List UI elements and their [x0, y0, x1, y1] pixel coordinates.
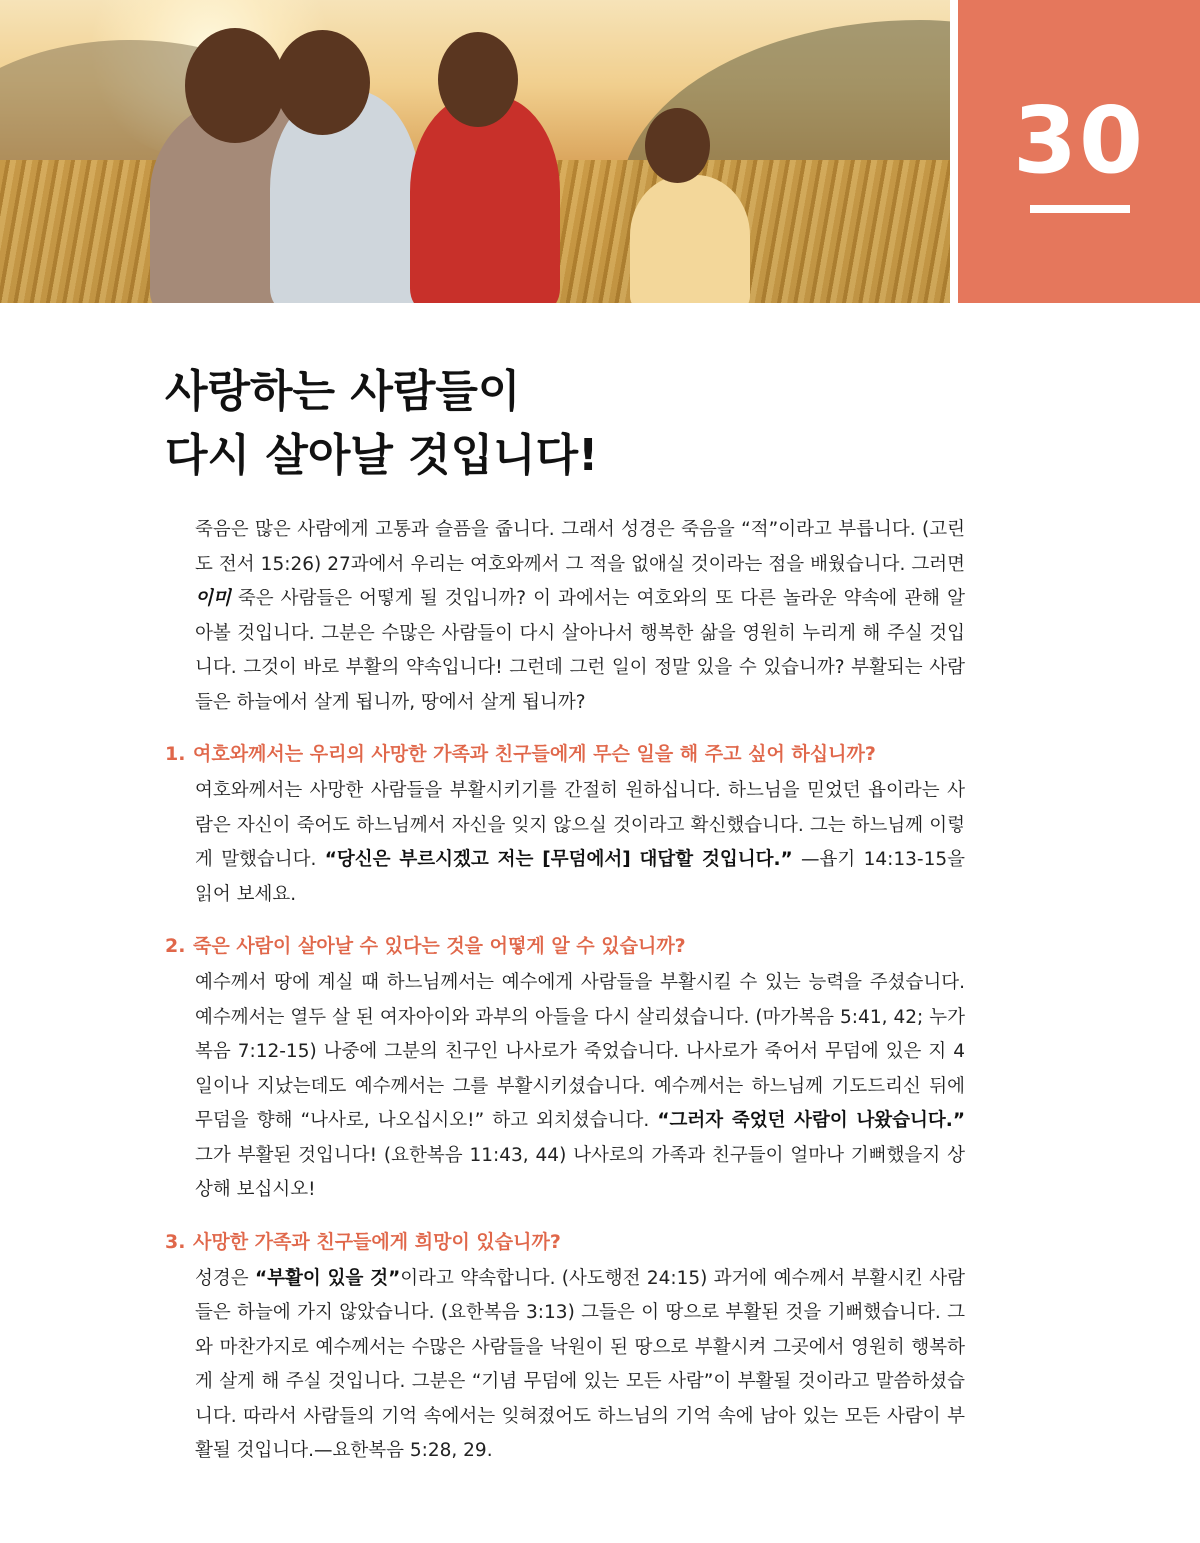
lesson-number-underline: [1030, 205, 1130, 213]
section-3-question: [165, 1228, 965, 1256]
title-line-1: 사랑하는 사람들이: [165, 366, 521, 417]
section-2-quote: “그러자 죽었던 사람이 나왔습니다.”: [657, 1110, 965, 1131]
title-line-2: 다시 살아날 것입니다!: [165, 430, 599, 481]
lesson-number-badge: [958, 0, 1200, 303]
intro-text-1: 죽음은 많은 사람에게 고통과 슬픔을 줍니다. 그래서 성경은 죽음을 “적”이라고 부릅니다. (고린도 전서 15:26) 27과에서 우리는 여호와께서 그 적을 없애실 것이라는 점을 배웠습니다. 그러면: [195, 519, 965, 575]
section-1-number: 1.: [165, 743, 186, 765]
section-3-quote: “부활이 있을 것”: [254, 1267, 401, 1289]
child-head: [275, 30, 370, 135]
section-2-text-2: 그가 부활된 것입니다! (요한복음 11:43, 44) 나사로의 가족과 친구들이 얼마나 기뻐했을지 상상해 보십시오!: [195, 1144, 965, 1200]
section-1-text-1: 여호와께서는 사망한 사람들을 부활시키기를 간절히 원하십니다. 하느님을 믿었던 욥이라는 사람은 자신이 죽어도 하느님께서 자신을 잊지 않으실 것이라고 확신했습니다. 그는 하느님께 이렇게 말했습니다.: [195, 780, 965, 870]
girl-figure: [630, 175, 750, 303]
lesson-content: [165, 513, 965, 1469]
mother-head: [438, 32, 518, 127]
section-3-paragraph: [195, 1262, 965, 1469]
section-3-text-2: 이라고 약속합니다. (사도행전 24:15) 과거에 예수께서 부활시킨 사람들은 하늘에 가지 않았습니다. (요한복음 3:13) 그들은 이 땅으로 부활된 것을 기뻐했습니다. 그와 마찬가지로 예수께서는 수많은 사람들을 낙원이 된 땅으로 부활시켜 그곳에서 영원히 행복하게 살게 해 주실 것입니다. 그분은 “기념 무덤에 있는 모든 사람”이 부활될 것이라고 말씀하셨습니다. 따라서 사람들의 기억 속에서는 잊혀졌어도 하느님의 기억 속에 남아 있는 모든 사람이 부활될 것입니다.—요한복음 5:28, 29.: [195, 1267, 965, 1461]
section-1-paragraph: [195, 774, 965, 912]
father-head: [185, 28, 285, 143]
section-2-question-text: 죽은 사람이 살아날 수 있다는 것을 어떻게 알 수 있습니까?: [193, 935, 686, 957]
section-1-quote: “당신은 부르시겠고 저는 [무덤에서] 대답할 것입니다.”: [324, 849, 793, 870]
lesson-number: 30: [1012, 87, 1146, 194]
page-title: [165, 360, 965, 488]
section-2-number: 2.: [165, 935, 186, 957]
section-3-question-text: 사망한 가족과 친구들에게 희망이 있습니까?: [193, 1230, 561, 1253]
girl-head: [645, 108, 710, 183]
section-2-question: [165, 932, 965, 960]
section-3-text-1: 성경은: [195, 1267, 255, 1289]
intro-emphasis: 이미: [195, 588, 231, 609]
section-1-question-text: 여호와께서는 우리의 사망한 가족과 친구들에게 무슨 일을 해 주고 싶어 하십니까?: [193, 743, 876, 765]
intro-text-2: 죽은 사람들은 어떻게 될 것입니까? 이 과에서는 여호와의 또 다른 놀라운 약속에 관해 알아볼 것입니다. 그분은 수많은 사람들이 다시 살아나서 행복한 삶을 영원히 누리게 해 주실 것입니다. 그것이 바로 부활의 약속입니다! 그런데 그런 일이 정말 있을 수 있습니까? 부활되는 사람들은 하늘에서 살게 됩니까, 땅에서 살게 됩니까?: [195, 588, 965, 713]
header-photo: [0, 0, 950, 303]
section-3-number: 3.: [165, 1230, 186, 1253]
intro-paragraph: [195, 513, 965, 720]
section-2-paragraph: [195, 966, 965, 1208]
section-2-text-1: 예수께서 땅에 계실 때 하느님께서는 예수에게 사람들을 부활시킬 수 있는 능력을 주셨습니다. 예수께서는 열두 살 된 여자아이와 과부의 아들을 다시 살리셨습니다. (마가복음 5:41, 42; 누가복음 7:12-15) 나중에 그분의 친구인 나사로가 죽었습니다. 나사로가 죽어서 무덤에 있은 지 4일이나 지났는데도 예수께서는 그를 부활시키셨습니다. 예수께서는 하느님께 기도드리신 뒤에 무덤을 향해 “나사로, 나오십시오!” 하고 외치셨습니다.: [195, 972, 965, 1131]
section-1-text-2: —욥기 14:13-15을 읽어 보세요.: [195, 849, 965, 905]
section-1-question: [165, 740, 965, 768]
